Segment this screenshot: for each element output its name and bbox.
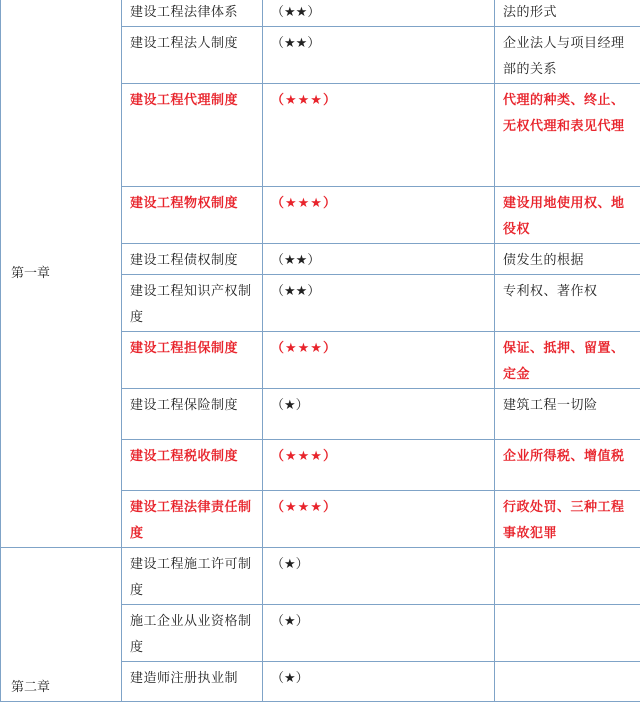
key-point-cell: 法的形式	[495, 0, 640, 27]
key-point-cell: 企业所得税、增值税	[495, 440, 640, 491]
topic-cell: 建设工程保险制度	[122, 389, 263, 440]
key-point-cell: 代理的种类、终止、无权代理和表见代理	[495, 84, 640, 187]
key-point-cell: 建筑工程一切险	[495, 389, 640, 440]
chapter-cell: 第二章	[1, 548, 122, 702]
key-point-cell	[495, 605, 640, 662]
importance-stars: （★★★）	[263, 440, 495, 491]
topic-cell: 建设工程代理制度	[122, 84, 263, 187]
importance-stars: （★）	[263, 605, 495, 662]
table-row	[1, 548, 640, 605]
key-point-cell	[495, 548, 640, 605]
key-point-cell: 专利权、著作权	[495, 275, 640, 332]
importance-stars: （★★★）	[263, 187, 495, 244]
importance-stars: （★）	[263, 389, 495, 440]
importance-stars: （★★★）	[263, 491, 495, 548]
importance-stars: （★★★）	[263, 332, 495, 389]
importance-stars: （★★）	[263, 275, 495, 332]
key-point-cell: 债发生的根据	[495, 244, 640, 275]
key-point-cell: 建设用地使用权、地役权	[495, 187, 640, 244]
topic-cell: 建设工程知识产权制度	[122, 275, 263, 332]
topic-cell: 建设工程施工许可制度	[122, 548, 263, 605]
topic-cell: 建设工程法人制度	[122, 27, 263, 84]
key-point-cell	[495, 662, 640, 702]
topic-cell: 建设工程债权制度	[122, 244, 263, 275]
topic-cell: 建设工程物权制度	[122, 187, 263, 244]
key-point-cell: 行政处罚、三种工程事故犯罪	[495, 491, 640, 548]
topic-cell: 建设工程法律责任制度	[122, 491, 263, 548]
importance-stars: （★★★）	[263, 84, 495, 187]
importance-stars: （★）	[263, 662, 495, 702]
topic-cell: 建设工程担保制度	[122, 332, 263, 389]
importance-stars: （★）	[263, 548, 495, 605]
importance-stars: （★★）	[263, 0, 495, 27]
topic-cell: 建设工程税收制度	[122, 440, 263, 491]
key-point-cell: 保证、抵押、留置、定金	[495, 332, 640, 389]
importance-stars: （★★）	[263, 27, 495, 84]
topic-cell: 施工企业从业资格制度	[122, 605, 263, 662]
topic-cell: 建设工程法律体系	[122, 0, 263, 27]
table-row	[1, 0, 640, 27]
topic-cell: 建造师注册执业制	[122, 662, 263, 702]
importance-stars: （★★）	[263, 244, 495, 275]
key-point-cell: 企业法人与项目经理部的关系	[495, 27, 640, 84]
chapter-cell: 第一章	[1, 0, 122, 548]
